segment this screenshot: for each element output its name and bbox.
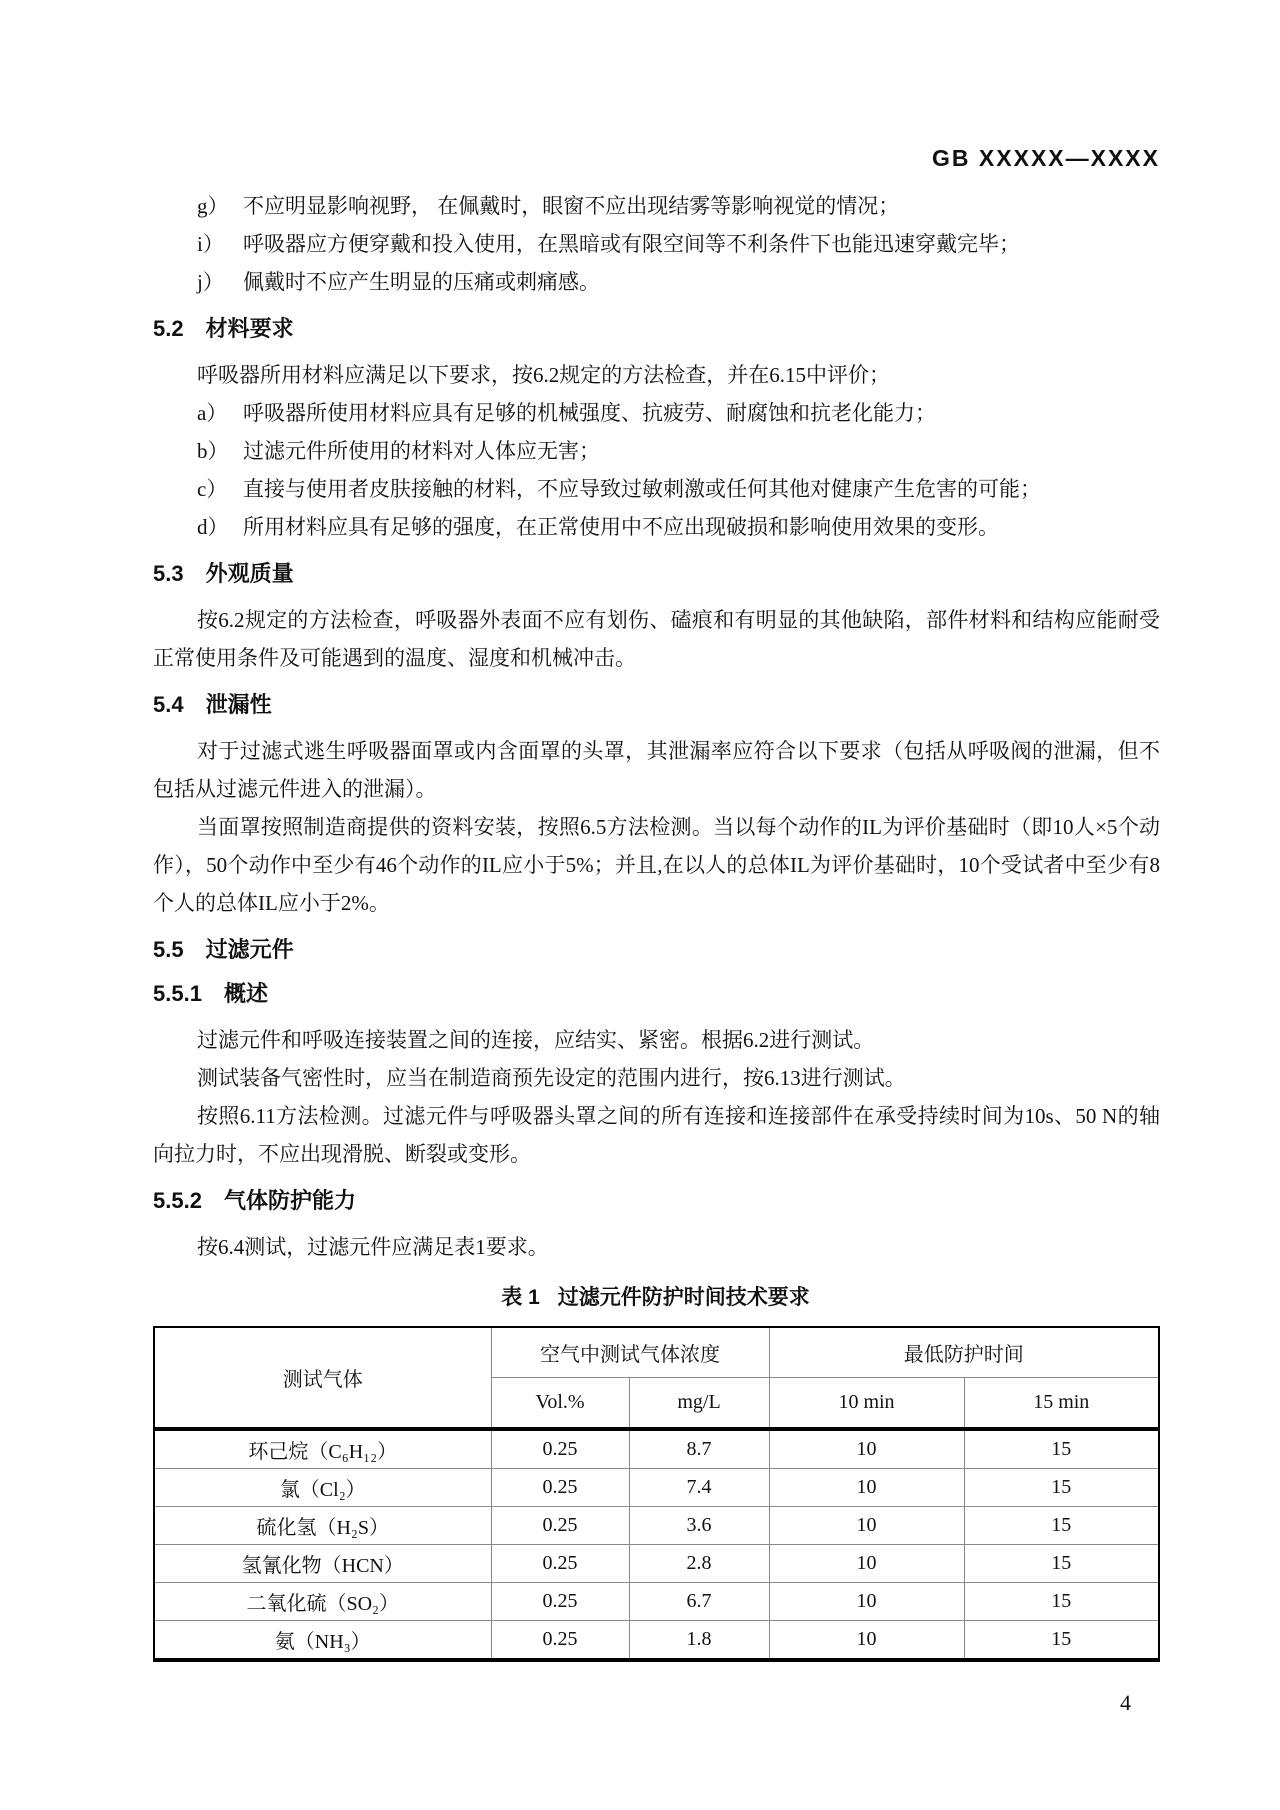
table-caption-label: 表 1 [501, 1286, 540, 1309]
section-number: 5.2 [153, 316, 184, 341]
list-item-g [153, 187, 1160, 225]
section-heading-5-4 [153, 689, 1160, 721]
list-item-j [153, 263, 1160, 301]
list-text: 不应明显影响视野， 在佩戴时，眼窗不应出现结雾等影响视觉的情况； [243, 194, 900, 218]
paragraph: 对于过滤式逃生呼吸器面罩或内含面罩的头罩，其泄漏率应符合以下要求（包括从呼吸阀的泄漏，但不包括从过滤元件进入的泄漏）。 [153, 739, 1160, 801]
cell-vol: 0.25 [491, 1621, 629, 1661]
table-row [154, 1429, 1159, 1469]
table-body [154, 1429, 1159, 1660]
table-header [154, 1327, 1159, 1429]
cell-15min: 15 [964, 1507, 1159, 1545]
table-row [154, 1583, 1159, 1621]
table-row [154, 1469, 1159, 1507]
list-text: 佩戴时不应产生明显的压痛或刺痛感。 [243, 270, 600, 294]
cell-15min: 15 [964, 1545, 1159, 1583]
list-marker: d） [197, 515, 229, 539]
section-heading-5-5 [153, 934, 1160, 966]
cell-10min: 10 [769, 1583, 964, 1621]
cell-15min: 15 [964, 1469, 1159, 1507]
section-title: 材料要求 [205, 316, 294, 341]
section-5-4-body [153, 732, 1160, 922]
list-item-c [153, 470, 1160, 508]
list-text: 所用材料应具有足够的强度，在正常使用中不应出现破损和影响使用效果的变形。 [243, 515, 999, 539]
cell-10min: 10 [769, 1469, 964, 1507]
section-number: 5.4 [153, 692, 184, 717]
table-row [154, 1545, 1159, 1583]
cell-10min: 10 [769, 1507, 964, 1545]
section-5-5-1-body [153, 1021, 1160, 1173]
list-marker: g） [197, 194, 229, 218]
section-number: 5.5.1 [153, 981, 202, 1006]
section-title: 泄漏性 [205, 692, 272, 717]
list-item-d [153, 508, 1160, 546]
list-marker: i） [197, 232, 224, 256]
col-header-15-min: 15 min [964, 1378, 1159, 1430]
cell-mgl: 1.8 [629, 1621, 769, 1661]
cell-gas: 氯（Cl₂） [154, 1469, 491, 1507]
cell-mgl: 8.7 [629, 1429, 769, 1469]
list-text: 直接与使用者皮肤接触的材料，不应导致过敏刺激或任何其他对健康产生危害的可能； [243, 477, 1041, 501]
cell-vol: 0.25 [491, 1507, 629, 1545]
section-number: 5.3 [153, 561, 184, 586]
cell-vol: 0.25 [491, 1545, 629, 1583]
page-number: 4 [1120, 1690, 1131, 1715]
list-text: 呼吸器所使用材料应具有足够的机械强度、抗疲劳、耐腐蚀和抗老化能力； [243, 401, 936, 425]
list-marker: c） [197, 477, 228, 501]
paragraph: 按照6.11方法检测。过滤元件与呼吸器头罩之间的所有连接和连接部件在承受持续时间为10s、50 N的轴向拉力时，不应出现滑脱、断裂或变形。 [153, 1104, 1160, 1166]
list-marker: j） [197, 270, 224, 294]
table-row [154, 1507, 1159, 1545]
section-heading-5-2 [153, 313, 1160, 345]
list-item-a [153, 394, 1160, 432]
cell-gas: 环己烷（C₆H₁₂） [154, 1429, 491, 1469]
cell-gas: 硫化氢（H₂S） [154, 1507, 491, 1545]
table-row [154, 1621, 1159, 1661]
col-header-10-min: 10 min [769, 1378, 964, 1430]
cell-mgl: 3.6 [629, 1507, 769, 1545]
list-item-i [153, 225, 1160, 263]
col-header-test-gas: 测试气体 [154, 1327, 491, 1429]
cell-10min: 10 [769, 1429, 964, 1469]
cell-gas: 氢氰化物（HCN） [154, 1545, 491, 1583]
col-header-mg-l: mg/L [629, 1378, 769, 1430]
col-header-concentration: 空气中测试气体浓度 [491, 1327, 769, 1378]
cell-vol: 0.25 [491, 1429, 629, 1469]
cell-15min: 15 [964, 1621, 1159, 1661]
section-heading-5-5-1 [153, 978, 1160, 1010]
paragraph: 按6.2规定的方法检查，呼吸器外表面不应有划伤、磕痕和有明显的其他缺陷，部件材料和结构应能耐受正常使用条件及可能遇到的温度、湿度和机械冲击。 [153, 608, 1160, 670]
paragraph: 过滤元件和呼吸连接装置之间的连接，应结实、紧密。根据6.2进行测试。 [197, 1028, 875, 1052]
intro-list [153, 187, 1160, 301]
cell-vol: 0.25 [491, 1583, 629, 1621]
list-text: 呼吸器应方便穿戴和投入使用，在黑暗或有限空间等不利条件下也能迅速穿戴完毕； [243, 232, 1020, 256]
cell-gas: 二氧化硫（SO₂） [154, 1583, 491, 1621]
section-title: 气体防护能力 [223, 1188, 356, 1213]
paragraph: 测试装备气密性时，应当在制造商预先设定的范围内进行，按6.13进行测试。 [197, 1066, 906, 1090]
cell-gas: 氨（NH₃） [154, 1621, 491, 1661]
list-marker: b） [197, 439, 229, 463]
table-header-row-1 [154, 1327, 1159, 1378]
section-5-2-body [153, 356, 1160, 546]
cell-15min: 15 [964, 1429, 1159, 1469]
cell-10min: 10 [769, 1621, 964, 1661]
cell-mgl: 6.7 [629, 1583, 769, 1621]
cell-10min: 10 [769, 1545, 964, 1583]
section-number: 5.5 [153, 937, 184, 962]
paragraph: 按6.4测试，过滤元件应满足表1要求。 [197, 1235, 549, 1259]
cell-15min: 15 [964, 1583, 1159, 1621]
doc-code-header: GB XXXXX—XXXX [932, 145, 1160, 171]
section-title: 概述 [223, 981, 268, 1006]
col-header-min-protection-time: 最低防护时间 [769, 1327, 1159, 1378]
section-heading-5-3 [153, 558, 1160, 590]
table-1-filter-protection-times [153, 1326, 1160, 1662]
section-title: 外观质量 [205, 561, 294, 586]
section-5-5-2-body [153, 1228, 1160, 1266]
list-item-b [153, 432, 1160, 470]
cell-vol: 0.25 [491, 1469, 629, 1507]
paragraph: 呼吸器所用材料应满足以下要求，按6.2规定的方法检查，并在6.15中评价； [197, 363, 890, 387]
list-text: 过滤元件所使用的材料对人体应无害； [243, 439, 600, 463]
cell-mgl: 2.8 [629, 1545, 769, 1583]
section-number: 5.5.2 [153, 1188, 202, 1213]
table-caption [153, 1286, 1158, 1310]
cell-mgl: 7.4 [629, 1469, 769, 1507]
paragraph: 当面罩按照制造商提供的资料安装，按照6.5方法检测。当以每个动作的IL为评价基础时（即10人×5个动作），50个动作中至少有46个动作的IL应小于5%；并且,在以人的总体IL为评价基础时，10个受试者中至少有8个人的总体IL应小于2%。 [153, 815, 1160, 915]
section-5-3-body [153, 601, 1160, 677]
col-header-vol-percent: Vol.% [491, 1378, 629, 1430]
section-title: 过滤元件 [205, 937, 294, 962]
page-content [153, 145, 1160, 1662]
list-marker: a） [197, 401, 228, 425]
section-heading-5-5-2 [153, 1185, 1160, 1217]
table-caption-title: 过滤元件防护时间技术要求 [557, 1286, 810, 1309]
